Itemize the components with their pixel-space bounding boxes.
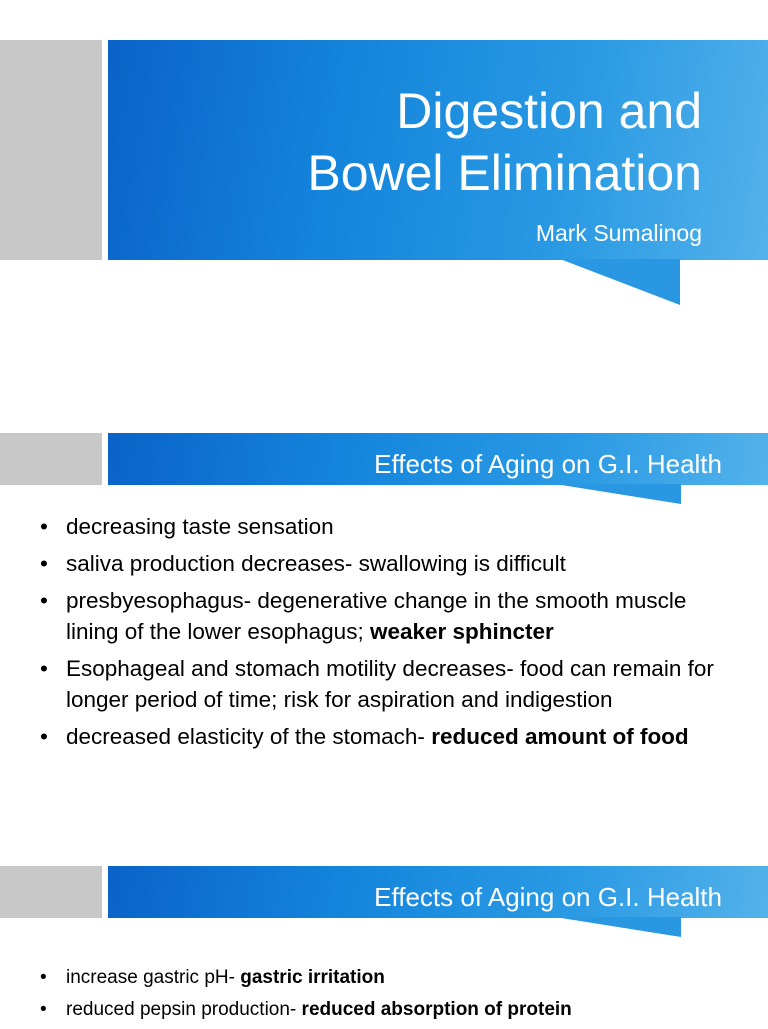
list-item: • reduced pepsin production- reduced absorption of protein — [40, 997, 740, 1023]
bullet-list — [40, 965, 740, 1029]
gray-side-block — [0, 40, 102, 260]
banner-tail — [560, 259, 682, 307]
gray-side-block — [0, 433, 102, 485]
list-item: • Esophageal and stomach motility decreases- food can remain for longer period of time; risk for aspiration and indigestion — [40, 653, 740, 715]
content-slide-1 — [0, 433, 768, 823]
title-slide — [0, 40, 768, 330]
list-item: • increase gastric pH- gastric irritation — [40, 965, 740, 991]
banner-tail — [555, 484, 683, 506]
list-item: • saliva production decreases- swallowing is difficult — [40, 548, 740, 579]
author-name: Mark Sumalinog — [535, 220, 702, 246]
slide-heading: Effects of Aging on G.I. Health — [374, 449, 722, 479]
slide-heading: Effects of Aging on G.I. Health — [374, 882, 722, 912]
title-line-2: Bowel Elimination — [307, 145, 702, 201]
content-slide-2 — [0, 866, 768, 1024]
gray-side-block — [0, 866, 102, 918]
list-item: • presbyesophagus- degenerative change in the smooth muscle lining of the lower esophagus; weaker sphincter — [40, 585, 740, 647]
presentation-title — [307, 80, 702, 204]
title-line-1: Digestion and — [396, 83, 702, 139]
banner-tail — [555, 917, 683, 939]
list-item: • decreasing taste sensation — [40, 511, 740, 542]
list-item: • decreased elasticity of the stomach- reduced amount of food — [40, 721, 740, 752]
bullet-list — [40, 511, 740, 758]
